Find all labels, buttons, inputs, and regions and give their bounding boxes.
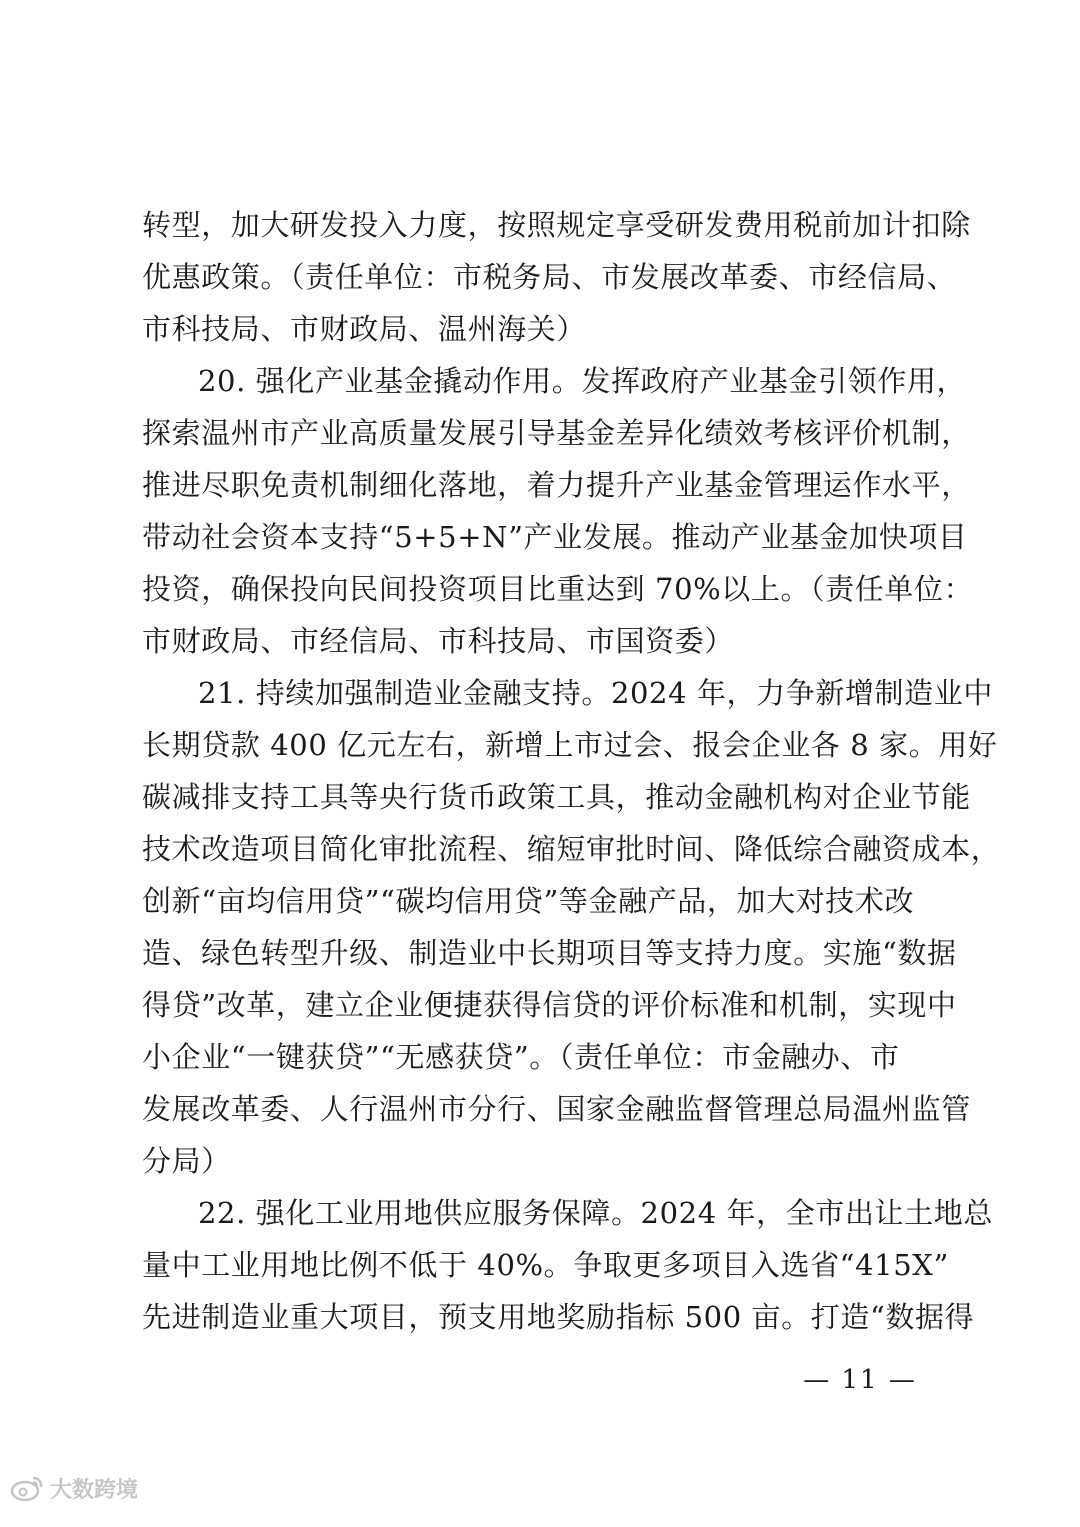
text-line: 优惠政策。（责任单位：市税务局、市发展改革委、市经信局、 [142,260,957,294]
text-line: 先进制造业重大项目，预支用地奖励指标 500 亩。打造“数据得 [142,1300,975,1334]
text-line: 得贷”改革，建立企业便捷获得信贷的评价标准和机制，实现中 [142,988,957,1022]
weibo-icon [10,1474,44,1502]
text-line: 量中工业用地比例不低于 40%。争取更多项目入选省“415X” [142,1248,949,1282]
text-line: 推进尽职免责机制细化落地，着力提升产业基金管理运作水平， [142,468,971,502]
text-line: 探索温州市产业高质量发展引导基金差异化绩效考核评价机制， [142,416,971,450]
text-line: 造、绿色转型升级、制造业中长期项目等支持力度。实施“数据 [142,936,957,970]
text-line: 分局） [142,1144,231,1178]
text-line: 带动社会资本支持“5+5+N”产业发展。推动产业基金加快项目 [142,520,968,554]
text-line: 碳减排支持工具等央行货币政策工具，推动金融机构对企业节能 [142,780,971,814]
paragraph-heading-22: 22. 强化工业用地供应服务保障。2024 年，全市出让土地总 [198,1196,993,1230]
text-line: 转型，加大研发投入力度，按照规定享受研发费用税前加计扣除 [142,208,971,242]
text-line: 创新“亩均信用贷”“碳均信用贷”等金融产品，加大对技术改 [142,884,915,918]
paragraph-heading-21: 21. 持续加强制造业金融支持。2024 年，力争新增制造业中 [198,676,993,710]
text-line: 投资，确保投向民间投资项目比重达到 70%以上。（责任单位： [142,572,974,606]
text-line: 发展改革委、人行温州市分行、国家金融监督管理总局温州监管 [142,1092,971,1126]
text-line: 小企业“一键获贷”“无感获贷”。（责任单位：市金融办、市 [142,1040,900,1074]
watermark-text: 大数跨境 [50,1477,139,1503]
watermark [10,1468,138,1508]
text-line: 市财政局、市经信局、市科技局、市国资委） [142,624,735,658]
text-line: 市科技局、市财政局、温州海关） [142,312,587,346]
text-line: 技术改造项目简化审批流程、缩短审批时间、降低综合融资成本， [142,832,1001,866]
paragraph-heading-20: 20. 强化产业基金撬动作用。发挥政府产业基金引领作用， [198,364,967,398]
page-number: — 11 — [803,1365,917,1395]
text-line: 长期贷款 400 亿元左右，新增上市过会、报会企业各 8 家。用好 [142,728,998,762]
